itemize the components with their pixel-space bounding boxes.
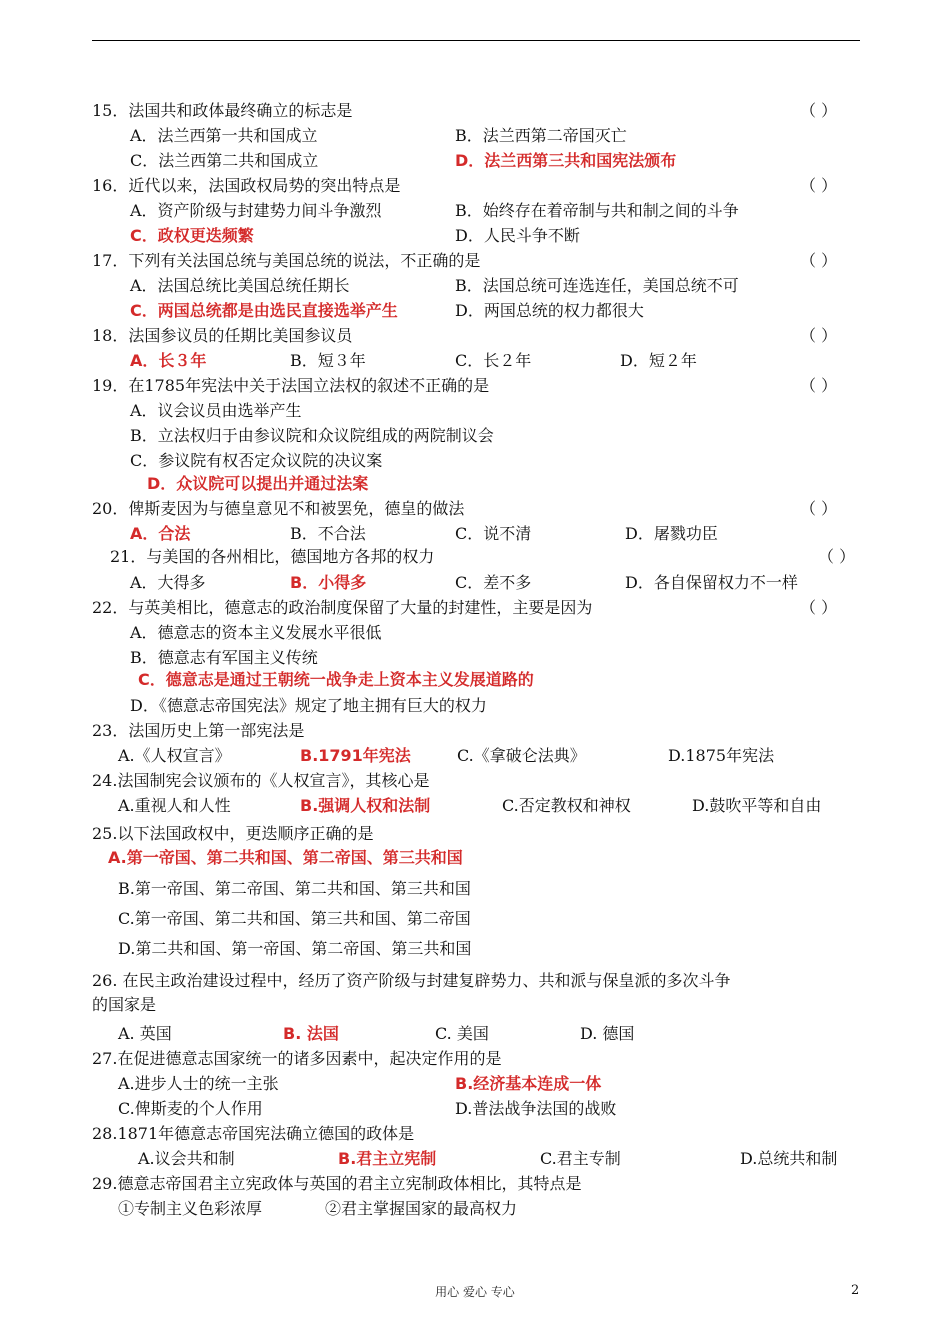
option-c: C.第一帝国、第二共和国、第三共和国、第二帝国 [118,909,471,928]
question-stem: 20．俾斯麦因为与德皇意见不和被罢免，德皇的做法 [92,499,465,518]
option-c: C.俾斯麦的个人作用 [118,1099,263,1118]
option-c: C．说不清 [455,524,532,543]
option-b-answer: B.经济基本连成一体 [455,1074,602,1093]
page-number: 2 [851,1283,860,1298]
option-b: B．法兰西第二帝国灭亡 [455,126,627,145]
option-b-answer: B.君主立宪制 [338,1149,437,1168]
option-b-answer: B.强调人权和法制 [300,796,431,815]
option-b: B．德意志有军国主义传统 [130,648,318,667]
option-a: A.进步人士的统一主张 [118,1074,279,1093]
option-c: C．长２年 [455,351,532,370]
question-stem: 25.以下法国政权中，更迭顺序正确的是 [92,824,374,843]
option-a: A．议会议员由选举产生 [130,401,302,420]
answer-paren: （ ） [800,326,838,345]
option-d: D．两国总统的权力都很大 [455,301,644,320]
question-stem: 23．法国历史上第一部宪法是 [92,721,305,740]
question-stem: 17．下列有关法国总统与美国总统的说法，不正确的是 [92,251,481,270]
answer-paren: （ ） [800,251,838,270]
question-stem-continued: 的国家是 [92,995,157,1014]
option-a: A.重视人和人性 [118,796,231,815]
option-d: D．屠戮功臣 [625,524,718,543]
question-stem: 26. 在民主政治建设过程中，经历了资产阶级与封建复辟势力、共和派与保皇派的多次斗争 [92,971,731,990]
option-d: D．短２年 [620,351,697,370]
option-a: A．资产阶级与封建势力间斗争激烈 [130,201,382,220]
option-b-answer: B.1791年宪法 [300,746,411,765]
option-d: D.第二共和国、第一帝国、第二帝国、第三共和国 [118,939,472,958]
option-a: A．法国总统比美国总统任期长 [130,276,350,295]
option-a-answer: A．长３年 [130,351,207,370]
option-a: A.议会共和制 [138,1149,235,1168]
question-stem: 28.1871年德意志帝国宪法确立德国的政体是 [92,1124,415,1143]
option-a: A.《人权宣言》 [118,746,231,765]
option-d: D.1875年宪法 [668,746,775,765]
option-a: A．大得多 [130,573,206,592]
option-b: B．短３年 [290,351,366,370]
option-d: D.普法战争法国的战败 [455,1099,617,1118]
option-d-answer: D．众议院可以提出并通过法案 [147,474,369,493]
question-stem: 24.法国制宪会议颁布的《人权宣言》，其核心是 [92,771,430,790]
header-rule [92,40,860,41]
question-stem: 27.在促进德意志国家统一的诸多因素中，起决定作用的是 [92,1049,502,1068]
answer-paren: （ ） [800,101,838,120]
option-d: D．人民斗争不断 [455,226,580,245]
option-a-answer: A．合法 [130,524,191,543]
option-b: B．立法权归于由参议院和众议院组成的两院制议会 [130,426,494,445]
answer-paren: （ ） [800,376,838,395]
option-c-answer: C．政权更迭频繁 [130,226,254,245]
question-stem: 21．与美国的各州相比，德国地方各邦的权力 [110,547,435,566]
option-c: C．法兰西第二共和国成立 [130,151,319,170]
option-a: A. 英国 [118,1024,172,1043]
page-footer: 用心 爱心 专心 [435,1285,515,1299]
question-stem: 18．法国参议员的任期比美国参议员 [92,326,353,345]
option-d: D.鼓吹平等和自由 [692,796,822,815]
statement-1: ①专制主义色彩浓厚 [118,1199,263,1218]
question-stem: 15．法国共和政体最终确立的标志是 [92,101,353,120]
answer-paren: （ ） [818,547,856,566]
option-c: C.君主专制 [540,1149,621,1168]
question-stem: 22．与英美相比，德意志的政治制度保留了大量的封建性，主要是因为 [92,598,593,617]
question-stem: 29.德意志帝国君主立宪政体与英国的君主立宪制政体相比，其特点是 [92,1174,582,1193]
option-d: D. 德国 [580,1024,635,1043]
option-b-answer: B．小得多 [290,573,367,592]
option-c: C.否定教权和神权 [502,796,631,815]
option-b: B.第一帝国、第二帝国、第二共和国、第三共和国 [118,879,471,898]
option-a: A．德意志的资本主义发展水平很低 [130,623,382,642]
option-d: D．各自保留权力不一样 [625,573,798,592]
question-stem: 19．在1785年宪法中关于法国立法权的叙述不正确的是 [92,376,490,395]
statement-2: ②君主掌握国家的最高权力 [325,1199,518,1218]
answer-paren: （ ） [800,598,838,617]
option-a: A．法兰西第一共和国成立 [130,126,318,145]
option-a-answer: A.第一帝国、第二共和国、第二帝国、第三共和国 [108,848,463,867]
option-c-answer: C．两国总统都是由选民直接选举产生 [130,301,398,320]
answer-paren: （ ） [800,176,838,195]
answer-paren: （ ） [800,499,838,518]
question-stem: 16．近代以来，法国政权局势的突出特点是 [92,176,401,195]
option-d-answer: D．法兰西第三共和国宪法颁布 [455,151,677,170]
option-c: C.《拿破仑法典》 [457,746,586,765]
option-d: D．《德意志帝国宪法》规定了地主拥有巨大的权力 [130,696,487,715]
option-b: B．法国总统可连选连任，美国总统不可 [455,276,739,295]
option-c-answer: C．德意志是通过王朝统一战争走上资本主义发展道路的 [138,670,534,689]
option-b: B．不合法 [290,524,366,543]
option-d: D.总统共和制 [740,1149,838,1168]
option-c: C．差不多 [455,573,532,592]
option-b: B．始终存在着帝制与共和制之间的斗争 [455,201,739,220]
option-c: C. 美国 [435,1024,489,1043]
option-c: C．参议院有权否定众议院的决议案 [130,451,383,470]
option-b-answer: B. 法国 [283,1024,339,1043]
